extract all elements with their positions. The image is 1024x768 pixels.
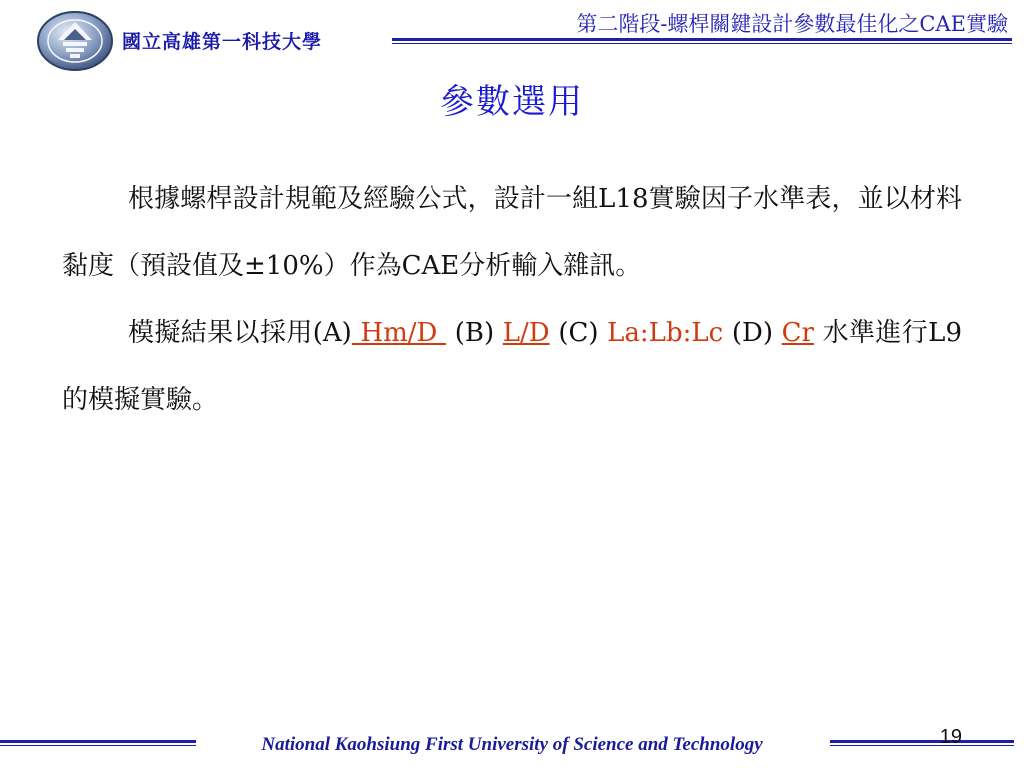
option-letter-b: (B): [454, 318, 495, 348]
footer-institution: National Kaohsiung First University of Science and Technology: [261, 734, 763, 755]
slide-body: [62, 166, 962, 434]
option-letter-d: (D): [731, 318, 773, 348]
paragraph-factor-table: 根據螺桿設計規範及經驗公式，設計一組L18實驗因子水準表，並以材料黏度（預設值及±10%）作為CAE分析輸入雜訊。: [62, 184, 962, 281]
page-title: 參數選用: [440, 82, 584, 122]
option-value-l-d: L/D: [502, 318, 550, 348]
option-value-hm-d: Hm/D: [351, 318, 447, 348]
options-intro: 模擬結果以採用: [128, 318, 313, 348]
option-value-cr: Cr: [781, 318, 814, 348]
option-value-la-lb-lc: La:Lb:Lc: [607, 318, 724, 348]
page-number: 19: [939, 726, 962, 748]
paragraph-simulation-options: [62, 300, 962, 434]
header-subtitle: 第二階段-螺桿關鍵設計參數最佳化之CAE實驗: [576, 12, 1008, 36]
option-letter-a: (A): [312, 318, 352, 348]
university-name: 國立高雄第一科技大學: [122, 31, 323, 53]
options-outro: 水準進行L9的模擬實驗。: [62, 318, 962, 415]
university-emblem-icon: [36, 10, 114, 72]
option-letter-c: (C): [558, 318, 599, 348]
header-rule-thin: [392, 43, 1012, 44]
header-rule: [392, 38, 1012, 41]
